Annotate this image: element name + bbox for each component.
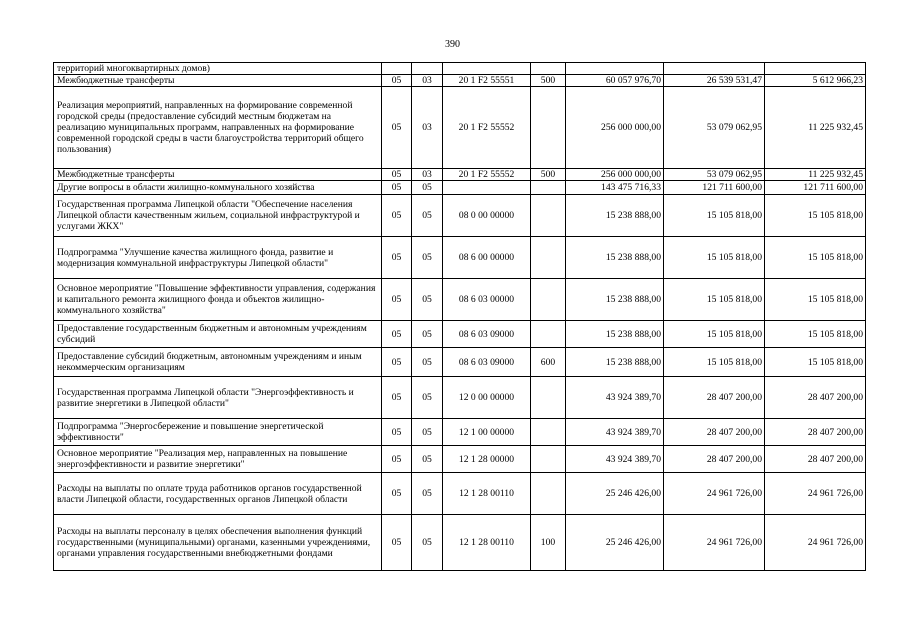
amount-year-1-cell: 43 924 389,70 <box>566 377 664 419</box>
amount-year-1-cell: 15 238 888,00 <box>566 279 664 321</box>
table-row <box>54 419 866 446</box>
amount-year-3-cell: 121 711 600,00 <box>765 181 866 195</box>
expense-name-cell: Подпрограмма "Энергосбережение и повышение энергетической эффективности" <box>54 419 382 446</box>
amount-year-1-cell: 15 238 888,00 <box>566 321 664 348</box>
subsection-code-cell: 05 <box>412 446 443 473</box>
subsection-code-cell: 03 <box>412 169 443 181</box>
target-article-cell: 08 0 00 00000 <box>443 195 531 237</box>
expense-type-cell <box>531 63 566 75</box>
section-code-cell <box>382 63 412 75</box>
amount-year-3-cell: 15 105 818,00 <box>765 321 866 348</box>
section-code-cell: 05 <box>382 75 412 87</box>
subsection-code-cell: 05 <box>412 377 443 419</box>
target-article-cell: 12 1 00 00000 <box>443 419 531 446</box>
section-code-cell: 05 <box>382 279 412 321</box>
expense-name-cell: Государственная программа Липецкой области "Обеспечение населения Липецкой области качественным жильем, социальной инфраструктурой и услугами ЖКХ" <box>54 195 382 237</box>
amount-year-1-cell <box>566 63 664 75</box>
amount-year-1-cell: 25 246 426,00 <box>566 515 664 571</box>
target-article-cell <box>443 63 531 75</box>
expense-type-cell <box>531 446 566 473</box>
section-code-cell: 05 <box>382 169 412 181</box>
expense-name-cell: Основное мероприятие "Реализация мер, направленных на повышение энергоэффективности и развитие энергетики" <box>54 446 382 473</box>
amount-year-2-cell: 15 105 818,00 <box>664 279 765 321</box>
expense-name-cell: Расходы на выплаты по оплате труда работников органов государственной власти Липецкой области, государственных органов Липецкой области <box>54 473 382 515</box>
amount-year-1-cell: 15 238 888,00 <box>566 195 664 237</box>
subsection-code-cell: 05 <box>412 419 443 446</box>
section-code-cell: 05 <box>382 446 412 473</box>
expense-type-cell <box>531 279 566 321</box>
expense-name-cell: Другие вопросы в области жилищно-коммунального хозяйства <box>54 181 382 195</box>
amount-year-3-cell: 5 612 966,23 <box>765 75 866 87</box>
amount-year-2-cell: 15 105 818,00 <box>664 237 765 279</box>
amount-year-2-cell: 15 105 818,00 <box>664 195 765 237</box>
section-code-cell: 05 <box>382 87 412 169</box>
amount-year-3-cell: 15 105 818,00 <box>765 237 866 279</box>
amount-year-1-cell: 15 238 888,00 <box>566 348 664 377</box>
expense-type-cell: 100 <box>531 515 566 571</box>
budget-table <box>53 62 866 571</box>
expense-name-cell: Межбюджетные трансферты <box>54 75 382 87</box>
table-row <box>54 195 866 237</box>
amount-year-3-cell: 28 407 200,00 <box>765 377 866 419</box>
expense-name-cell: Основное мероприятие "Повышение эффективности управления, содержания и капитального ремонта жилищного фонда и объектов жилищно-коммунального хозяйства" <box>54 279 382 321</box>
subsection-code-cell: 05 <box>412 473 443 515</box>
amount-year-3-cell: 15 105 818,00 <box>765 348 866 377</box>
section-code-cell: 05 <box>382 321 412 348</box>
expense-name-cell: Государственная программа Липецкой области "Энергоэффективность и развитие энергетики в Липецкой области" <box>54 377 382 419</box>
amount-year-2-cell: 26 539 531,47 <box>664 75 765 87</box>
amount-year-1-cell: 43 924 389,70 <box>566 419 664 446</box>
subsection-code-cell: 05 <box>412 237 443 279</box>
amount-year-1-cell: 256 000 000,00 <box>566 169 664 181</box>
amount-year-2-cell: 28 407 200,00 <box>664 419 765 446</box>
amount-year-2-cell: 53 079 062,95 <box>664 169 765 181</box>
expense-name-cell: Расходы на выплаты персоналу в целях обеспечения выполнения функций государственными (муниципальными) органами, казенными учреждениями, органами управления государственными внебюджетными фондами <box>54 515 382 571</box>
expense-name-cell: Предоставление государственным бюджетным и автономным учреждениям субсидий <box>54 321 382 348</box>
subsection-code-cell: 05 <box>412 195 443 237</box>
amount-year-2-cell: 24 961 726,00 <box>664 473 765 515</box>
table-row <box>54 75 866 87</box>
amount-year-3-cell: 28 407 200,00 <box>765 446 866 473</box>
amount-year-3-cell: 28 407 200,00 <box>765 419 866 446</box>
expense-type-cell: 600 <box>531 348 566 377</box>
section-code-cell: 05 <box>382 473 412 515</box>
amount-year-2-cell: 15 105 818,00 <box>664 321 765 348</box>
expense-name-cell: Подпрограмма "Улучшение качества жилищного фонда, развитие и модернизация коммунальной инфраструктуры Липецкой области" <box>54 237 382 279</box>
table-row <box>54 473 866 515</box>
target-article-cell: 08 6 00 00000 <box>443 237 531 279</box>
subsection-code-cell: 05 <box>412 321 443 348</box>
expense-type-cell <box>531 181 566 195</box>
table-row <box>54 279 866 321</box>
table-row <box>54 348 866 377</box>
target-article-cell: 08 6 03 09000 <box>443 321 531 348</box>
target-article-cell: 20 1 F2 55552 <box>443 169 531 181</box>
expense-type-cell <box>531 237 566 279</box>
amount-year-1-cell: 143 475 716,33 <box>566 181 664 195</box>
amount-year-2-cell: 53 079 062,95 <box>664 87 765 169</box>
section-code-cell: 05 <box>382 377 412 419</box>
target-article-cell: 12 1 28 00000 <box>443 446 531 473</box>
page-number: 390 <box>445 39 460 50</box>
table-row <box>54 63 866 75</box>
subsection-code-cell: 05 <box>412 181 443 195</box>
target-article-cell <box>443 181 531 195</box>
amount-year-3-cell: 24 961 726,00 <box>765 515 866 571</box>
amount-year-1-cell: 25 246 426,00 <box>566 473 664 515</box>
expense-type-cell <box>531 377 566 419</box>
expense-name-cell: территорий многоквартирных домов) <box>54 63 382 75</box>
amount-year-3-cell: 15 105 818,00 <box>765 195 866 237</box>
amount-year-1-cell: 43 924 389,70 <box>566 446 664 473</box>
table-row <box>54 377 866 419</box>
expense-name-cell: Предоставление субсидий бюджетным, автономным учреждениям и иным некоммерческим организациям <box>54 348 382 377</box>
subsection-code-cell: 05 <box>412 279 443 321</box>
target-article-cell: 20 1 F2 55552 <box>443 87 531 169</box>
target-article-cell: 12 1 28 00110 <box>443 515 531 571</box>
amount-year-2-cell: 15 105 818,00 <box>664 348 765 377</box>
target-article-cell: 12 0 00 00000 <box>443 377 531 419</box>
section-code-cell: 05 <box>382 515 412 571</box>
subsection-code-cell <box>412 63 443 75</box>
expense-name-cell: Межбюджетные трансферты <box>54 169 382 181</box>
expense-type-cell: 500 <box>531 169 566 181</box>
amount-year-1-cell: 15 238 888,00 <box>566 237 664 279</box>
table-row <box>54 237 866 279</box>
amount-year-3-cell: 15 105 818,00 <box>765 279 866 321</box>
section-code-cell: 05 <box>382 237 412 279</box>
amount-year-1-cell: 60 057 976,70 <box>566 75 664 87</box>
expense-type-cell <box>531 473 566 515</box>
amount-year-3-cell: 11 225 932,45 <box>765 169 866 181</box>
expense-name-cell: Реализация мероприятий, направленных на формирование современной городской среды (предоставление субсидий местным бюджетам на реализацию муниципальных программ, направленных на формирование современной городской среды в части благоустройства территорий общего пользования) <box>54 87 382 169</box>
subsection-code-cell: 05 <box>412 515 443 571</box>
subsection-code-cell: 03 <box>412 87 443 169</box>
amount-year-2-cell: 24 961 726,00 <box>664 515 765 571</box>
amount-year-2-cell <box>664 63 765 75</box>
amount-year-3-cell: 24 961 726,00 <box>765 473 866 515</box>
subsection-code-cell: 05 <box>412 348 443 377</box>
table-row <box>54 181 866 195</box>
amount-year-2-cell: 121 711 600,00 <box>664 181 765 195</box>
amount-year-2-cell: 28 407 200,00 <box>664 377 765 419</box>
expense-type-cell <box>531 321 566 348</box>
table-row <box>54 87 866 169</box>
amount-year-2-cell: 28 407 200,00 <box>664 446 765 473</box>
section-code-cell: 05 <box>382 181 412 195</box>
expense-type-cell <box>531 87 566 169</box>
expense-type-cell <box>531 419 566 446</box>
subsection-code-cell: 03 <box>412 75 443 87</box>
expense-type-cell: 500 <box>531 75 566 87</box>
target-article-cell: 08 6 03 09000 <box>443 348 531 377</box>
target-article-cell: 08 6 03 00000 <box>443 279 531 321</box>
table-row <box>54 446 866 473</box>
target-article-cell: 12 1 28 00110 <box>443 473 531 515</box>
target-article-cell: 20 1 F2 55551 <box>443 75 531 87</box>
amount-year-1-cell: 256 000 000,00 <box>566 87 664 169</box>
amount-year-3-cell: 11 225 932,45 <box>765 87 866 169</box>
section-code-cell: 05 <box>382 348 412 377</box>
expense-type-cell <box>531 195 566 237</box>
table-row <box>54 515 866 571</box>
section-code-cell: 05 <box>382 419 412 446</box>
table-row <box>54 321 866 348</box>
table-row <box>54 169 866 181</box>
section-code-cell: 05 <box>382 195 412 237</box>
amount-year-3-cell <box>765 63 866 75</box>
